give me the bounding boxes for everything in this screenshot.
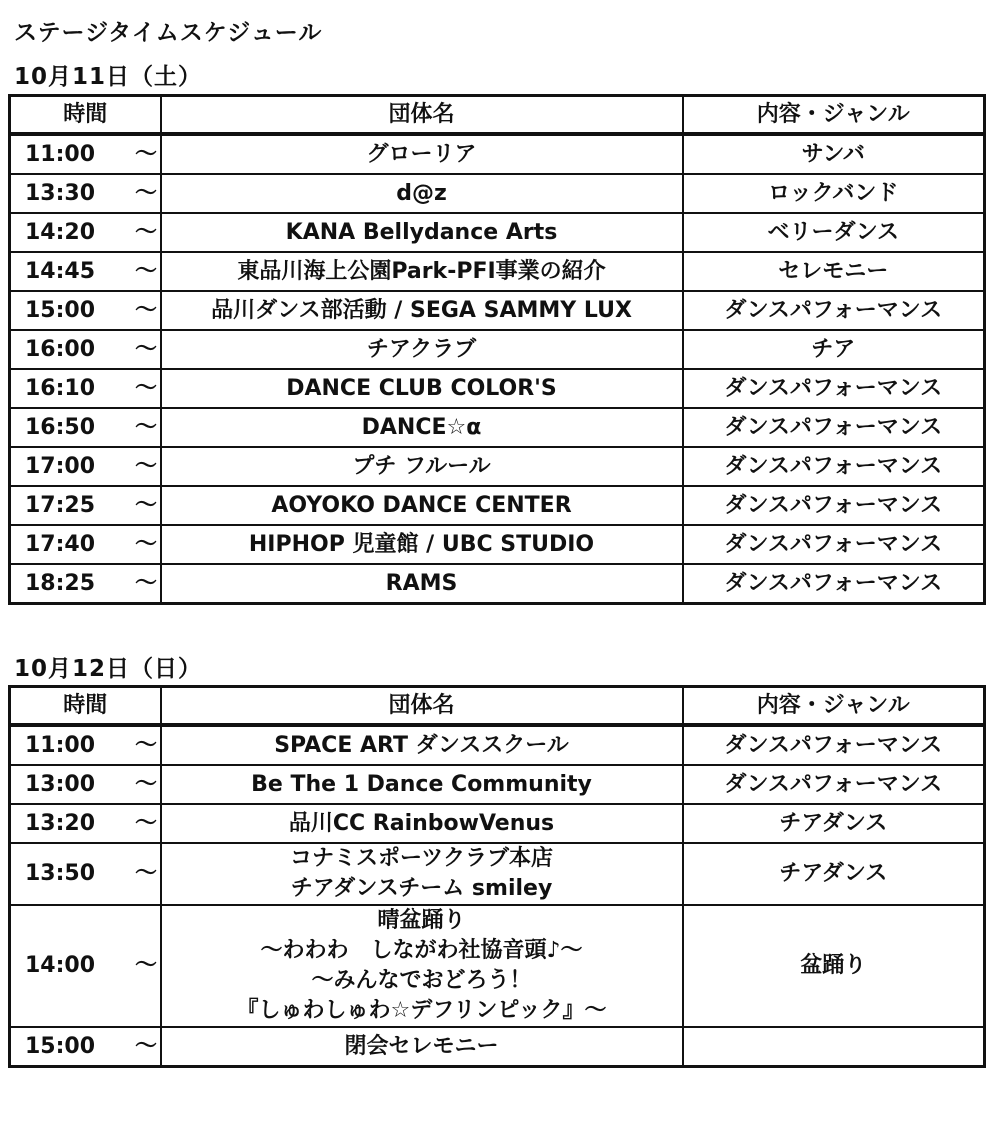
- group-name: HIPHOP 児童館 / UBC STUDIO: [161, 525, 683, 564]
- genre: チアダンス: [683, 804, 985, 843]
- group-name: AOYOKO DANCE CENTER: [161, 486, 683, 525]
- genre: ダンスパフォーマンス: [683, 486, 985, 525]
- start-time: 13:30: [25, 180, 96, 206]
- time-cell: [10, 291, 161, 330]
- genre: ダンスパフォーマンス: [683, 291, 985, 330]
- time-cell: [10, 525, 161, 564]
- genre: ダンスパフォーマンス: [683, 408, 985, 447]
- tilde-mark: ～: [135, 531, 158, 557]
- start-time: 13:00: [25, 771, 96, 797]
- genre: ダンスパフォーマンス: [683, 447, 985, 486]
- start-time: 16:00: [25, 336, 96, 362]
- time-cell: [10, 804, 161, 843]
- genre: [683, 1027, 985, 1067]
- time-cell: [10, 330, 161, 369]
- table-header-row: [10, 96, 985, 135]
- genre: ダンスパフォーマンス: [683, 525, 985, 564]
- group-name: DANCE CLUB COLOR'S: [161, 369, 683, 408]
- day2-schedule-table: [8, 685, 986, 1068]
- group-name-line: コナミスポーツクラブ本店: [290, 846, 553, 871]
- table-row: [10, 369, 985, 408]
- group-name-line: チアダンスチーム smiley: [290, 876, 553, 901]
- time-cell: [10, 564, 161, 604]
- start-time: 13:20: [25, 810, 96, 836]
- tilde-mark: ～: [135, 732, 158, 758]
- group-name: [161, 905, 683, 1027]
- time-cell: [10, 252, 161, 291]
- start-time: 16:10: [25, 375, 96, 401]
- tilde-mark: ～: [135, 336, 158, 362]
- tilde-mark: ～: [135, 861, 158, 886]
- group-name: SPACE ART ダンススクール: [161, 725, 683, 765]
- group-name-line: ～みんなでおどろう！: [311, 968, 532, 993]
- time-cell: [10, 843, 161, 905]
- start-time: 13:50: [25, 861, 96, 886]
- table-row: [10, 330, 985, 369]
- tilde-mark: ～: [135, 297, 158, 323]
- genre: ダンスパフォーマンス: [683, 765, 985, 804]
- group-name: プチ フルール: [161, 447, 683, 486]
- day2-label: 10月12日（日）: [14, 656, 203, 682]
- start-time: 17:25: [25, 492, 96, 518]
- group-name: d@z: [161, 174, 683, 213]
- header-group: 団体名: [161, 96, 683, 135]
- day1-schedule-table: [8, 94, 986, 605]
- time-cell: [10, 213, 161, 252]
- genre: サンバ: [683, 134, 985, 174]
- table-row: [10, 174, 985, 213]
- tilde-mark: ～: [135, 810, 158, 836]
- group-name-line: 『しゅわしゅわ☆デフリンピック』～: [236, 998, 607, 1023]
- table-row: [10, 486, 985, 525]
- table-row: [10, 252, 985, 291]
- time-cell: [10, 369, 161, 408]
- start-time: 17:40: [25, 531, 96, 557]
- table-row: [10, 134, 985, 174]
- tilde-mark: ～: [135, 771, 158, 797]
- header-group: 団体名: [161, 687, 683, 726]
- header-time: 時間: [10, 687, 161, 726]
- group-name: KANA Bellydance Arts: [161, 213, 683, 252]
- genre: ダンスパフォーマンス: [683, 369, 985, 408]
- group-name-line: 晴盆踊り: [377, 908, 466, 933]
- table-row: [10, 905, 985, 1027]
- table-row: [10, 765, 985, 804]
- time-cell: [10, 408, 161, 447]
- tilde-mark: ～: [135, 1033, 158, 1059]
- start-time: 14:20: [25, 219, 96, 245]
- group-name: 品川ダンス部活動 / SEGA SAMMY LUX: [161, 291, 683, 330]
- tilde-mark: ～: [135, 453, 158, 479]
- tilde-mark: ～: [135, 180, 158, 206]
- table-row: [10, 843, 985, 905]
- header-genre: 内容・ジャンル: [683, 96, 985, 135]
- start-time: 14:45: [25, 258, 96, 284]
- genre: チア: [683, 330, 985, 369]
- tilde-mark: ～: [135, 219, 158, 245]
- table-row: [10, 525, 985, 564]
- day1-label: 10月11日（土）: [14, 64, 203, 90]
- time-cell: [10, 905, 161, 1027]
- start-time: 15:00: [25, 297, 96, 323]
- table-row: [10, 564, 985, 604]
- genre: ダンスパフォーマンス: [683, 725, 985, 765]
- table-row: [10, 213, 985, 252]
- time-cell: [10, 486, 161, 525]
- tilde-mark: ～: [135, 375, 158, 401]
- group-name: Be The 1 Dance Community: [161, 765, 683, 804]
- time-cell: [10, 447, 161, 486]
- genre: ダンスパフォーマンス: [683, 564, 985, 604]
- tilde-mark: ～: [135, 953, 158, 978]
- time-cell: [10, 765, 161, 804]
- start-time: 17:00: [25, 453, 96, 479]
- group-name: グローリア: [161, 134, 683, 174]
- genre: セレモニー: [683, 252, 985, 291]
- tilde-mark: ～: [135, 258, 158, 284]
- tilde-mark: ～: [135, 141, 158, 167]
- tilde-mark: ～: [135, 414, 158, 440]
- tilde-mark: ～: [135, 570, 158, 596]
- start-time: 14:00: [25, 953, 96, 978]
- start-time: 16:50: [25, 414, 96, 440]
- start-time: 11:00: [25, 732, 96, 758]
- genre: ベリーダンス: [683, 213, 985, 252]
- genre: 盆踊り: [683, 905, 985, 1027]
- table-row: [10, 804, 985, 843]
- group-name: [161, 843, 683, 905]
- group-name: RAMS: [161, 564, 683, 604]
- start-time: 18:25: [25, 570, 96, 596]
- table-row: [10, 408, 985, 447]
- header-time: 時間: [10, 96, 161, 135]
- time-cell: [10, 174, 161, 213]
- time-cell: [10, 1027, 161, 1067]
- tilde-mark: ～: [135, 492, 158, 518]
- table-row: [10, 291, 985, 330]
- header-genre: 内容・ジャンル: [683, 687, 985, 726]
- group-name: チアクラブ: [161, 330, 683, 369]
- time-cell: [10, 134, 161, 174]
- genre: チアダンス: [683, 843, 985, 905]
- start-time: 15:00: [25, 1033, 96, 1059]
- group-name-line: ～わわわ しながわ社協音頭♪～: [260, 938, 583, 963]
- group-name: DANCE☆α: [161, 408, 683, 447]
- group-name: 閉会セレモニー: [161, 1027, 683, 1067]
- table-row: [10, 1027, 985, 1067]
- table-header-row: [10, 687, 985, 726]
- table-row: [10, 725, 985, 765]
- time-cell: [10, 725, 161, 765]
- page-title: ステージタイムスケジュール: [14, 20, 323, 46]
- genre: ロックバンド: [683, 174, 985, 213]
- table-row: [10, 447, 985, 486]
- group-name: 品川CC RainbowVenus: [161, 804, 683, 843]
- start-time: 11:00: [25, 141, 96, 167]
- group-name: 東品川海上公園Park-PFI事業の紹介: [161, 252, 683, 291]
